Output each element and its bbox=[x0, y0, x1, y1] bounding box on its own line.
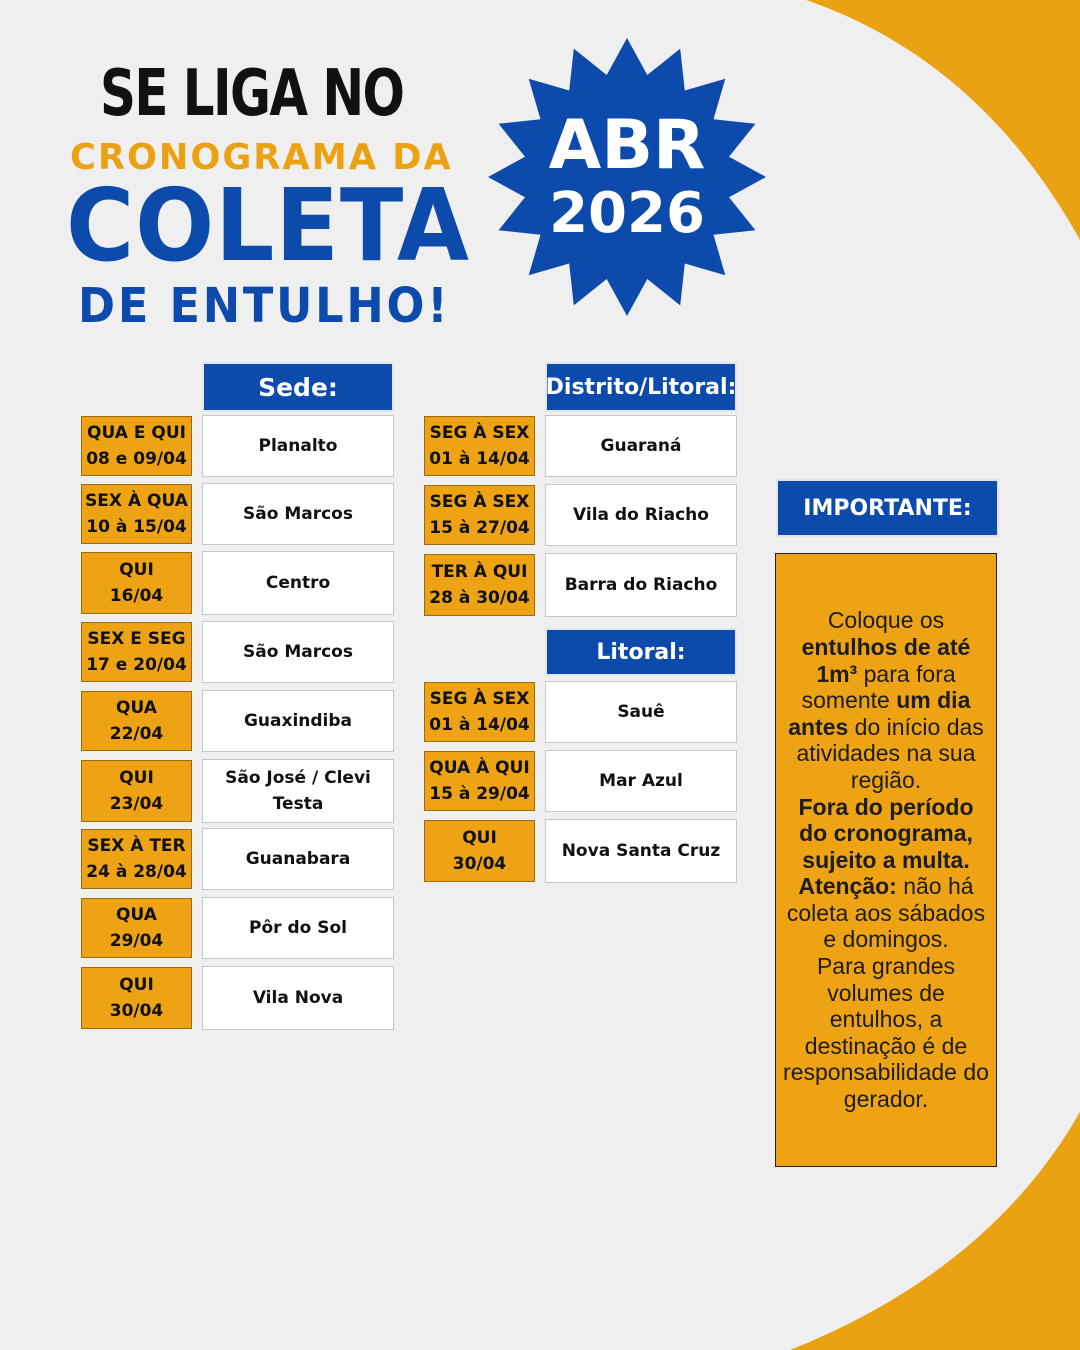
date-range: 01 à 14/04 bbox=[429, 449, 530, 469]
notice-attention-label: Atenção: bbox=[798, 873, 897, 900]
sede-date-cell bbox=[81, 760, 192, 822]
distrito-date-cell bbox=[424, 554, 535, 616]
sede-date-cell bbox=[81, 829, 192, 889]
date-range: 08 e 09/04 bbox=[86, 449, 187, 469]
badge-year: 2026 bbox=[549, 181, 705, 246]
date-range: 23/04 bbox=[109, 794, 164, 814]
weekday-range: SEX E SEG bbox=[87, 629, 186, 649]
date-range: 30/04 bbox=[452, 854, 507, 874]
date-range: 10 à 15/04 bbox=[86, 517, 187, 537]
date-range: 24 à 28/04 bbox=[86, 862, 187, 882]
notice-large-volumes: Para grandes volumes de entulhos, a destinação é de responsabilidade do gerador. bbox=[783, 953, 989, 1113]
weekday-range: QUI bbox=[462, 828, 497, 848]
sede-date-cell bbox=[81, 484, 192, 544]
date-range: 15 à 29/04 bbox=[429, 784, 530, 804]
weekday-range: SEG À SEX bbox=[429, 689, 530, 709]
sede-date-cell bbox=[81, 967, 192, 1029]
distrito-header: Distrito/Litoral: bbox=[545, 362, 737, 412]
litoral-date-cell bbox=[424, 751, 535, 811]
sede-neighborhood-cell: Vila Nova bbox=[202, 966, 394, 1030]
weekday-range: SEX À QUA bbox=[85, 491, 188, 511]
sede-date-cell bbox=[81, 691, 192, 751]
sede-neighborhood-cell: São Marcos bbox=[202, 621, 394, 683]
weekday-range: SEG À SEX bbox=[429, 423, 530, 443]
sede-neighborhood-cell: Pôr do Sol bbox=[202, 897, 394, 959]
important-header: IMPORTANTE: bbox=[776, 479, 999, 537]
weekday-range: QUI bbox=[119, 560, 154, 580]
title-line-3: COLETA bbox=[66, 167, 470, 284]
notice-text-3: do início das atividades na sua região. bbox=[796, 713, 984, 793]
weekday-range: QUA E QUI bbox=[87, 423, 186, 443]
date-range: 17 e 20/04 bbox=[86, 655, 187, 675]
date-range: 22/04 bbox=[109, 724, 164, 744]
notice-text-1: Coloque os bbox=[827, 607, 945, 634]
distrito-neighborhood-cell: Vila do Riacho bbox=[545, 484, 737, 546]
weekday-range: QUI bbox=[119, 768, 154, 788]
sede-date-cell bbox=[81, 898, 192, 958]
weekday-range: SEG À SEX bbox=[429, 492, 530, 512]
litoral-date-cell bbox=[424, 820, 535, 882]
weekday-range: QUI bbox=[119, 975, 154, 995]
weekday-range: QUA À QUI bbox=[429, 758, 530, 778]
date-range: 01 à 14/04 bbox=[429, 715, 530, 735]
distrito-neighborhood-cell: Barra do Riacho bbox=[545, 553, 737, 617]
date-range: 30/04 bbox=[109, 1001, 164, 1021]
distrito-date-cell bbox=[424, 485, 535, 545]
date-range: 16/04 bbox=[109, 586, 164, 606]
litoral-neighborhood-cell: Mar Azul bbox=[545, 750, 737, 812]
sede-date-cell bbox=[81, 552, 192, 614]
distrito-date-cell bbox=[424, 416, 535, 476]
sede-header: Sede: bbox=[202, 362, 394, 412]
date-range: 28 à 30/04 bbox=[429, 588, 530, 608]
date-range: 29/04 bbox=[109, 931, 164, 951]
notice-weekend-text: não há coleta aos sábados e domingos. bbox=[786, 873, 986, 953]
notice-bold-2: um dia antes bbox=[788, 687, 971, 740]
distrito-neighborhood-cell: Guaraná bbox=[545, 415, 737, 477]
notice-text-2: para fora somente bbox=[801, 660, 956, 714]
badge-month: ABR bbox=[548, 106, 706, 185]
sede-neighborhood-cell: São Marcos bbox=[202, 483, 394, 545]
sede-neighborhood-cell: Guaxindiba bbox=[202, 690, 394, 752]
sede-neighborhood-cell: Centro bbox=[202, 551, 394, 615]
litoral-date-cell bbox=[424, 682, 535, 742]
date-range: 15 à 27/04 bbox=[429, 518, 530, 538]
litoral-neighborhood-cell: Nova Santa Cruz bbox=[545, 819, 737, 883]
weekday-range: SEX À TER bbox=[87, 836, 186, 856]
litoral-header: Litoral: bbox=[545, 628, 737, 676]
important-notice bbox=[775, 553, 997, 1167]
sede-neighborhood-cell: Planalto bbox=[202, 415, 394, 477]
sede-date-cell bbox=[81, 416, 192, 476]
weekday-range: QUA bbox=[116, 698, 157, 718]
title-line-1: SE LIGA NO bbox=[100, 57, 404, 131]
sede-neighborhood-cell: Guanabara bbox=[202, 828, 394, 890]
sede-neighborhood-cell: São José / Clevi Testa bbox=[202, 759, 394, 823]
weekday-range: TER À QUI bbox=[431, 562, 528, 582]
title-line-4: DE ENTULHO! bbox=[78, 278, 451, 334]
notice-bold-1: entulhos de até 1m³ bbox=[801, 633, 971, 687]
title-line-2: CRONOGRAMA DA bbox=[70, 137, 453, 178]
notice-fine-warning: Fora do período do cronograma, sujeito a multa. bbox=[798, 793, 974, 873]
sede-date-cell bbox=[81, 622, 192, 682]
litoral-neighborhood-cell: Sauê bbox=[545, 681, 737, 743]
weekday-range: QUA bbox=[116, 905, 157, 925]
